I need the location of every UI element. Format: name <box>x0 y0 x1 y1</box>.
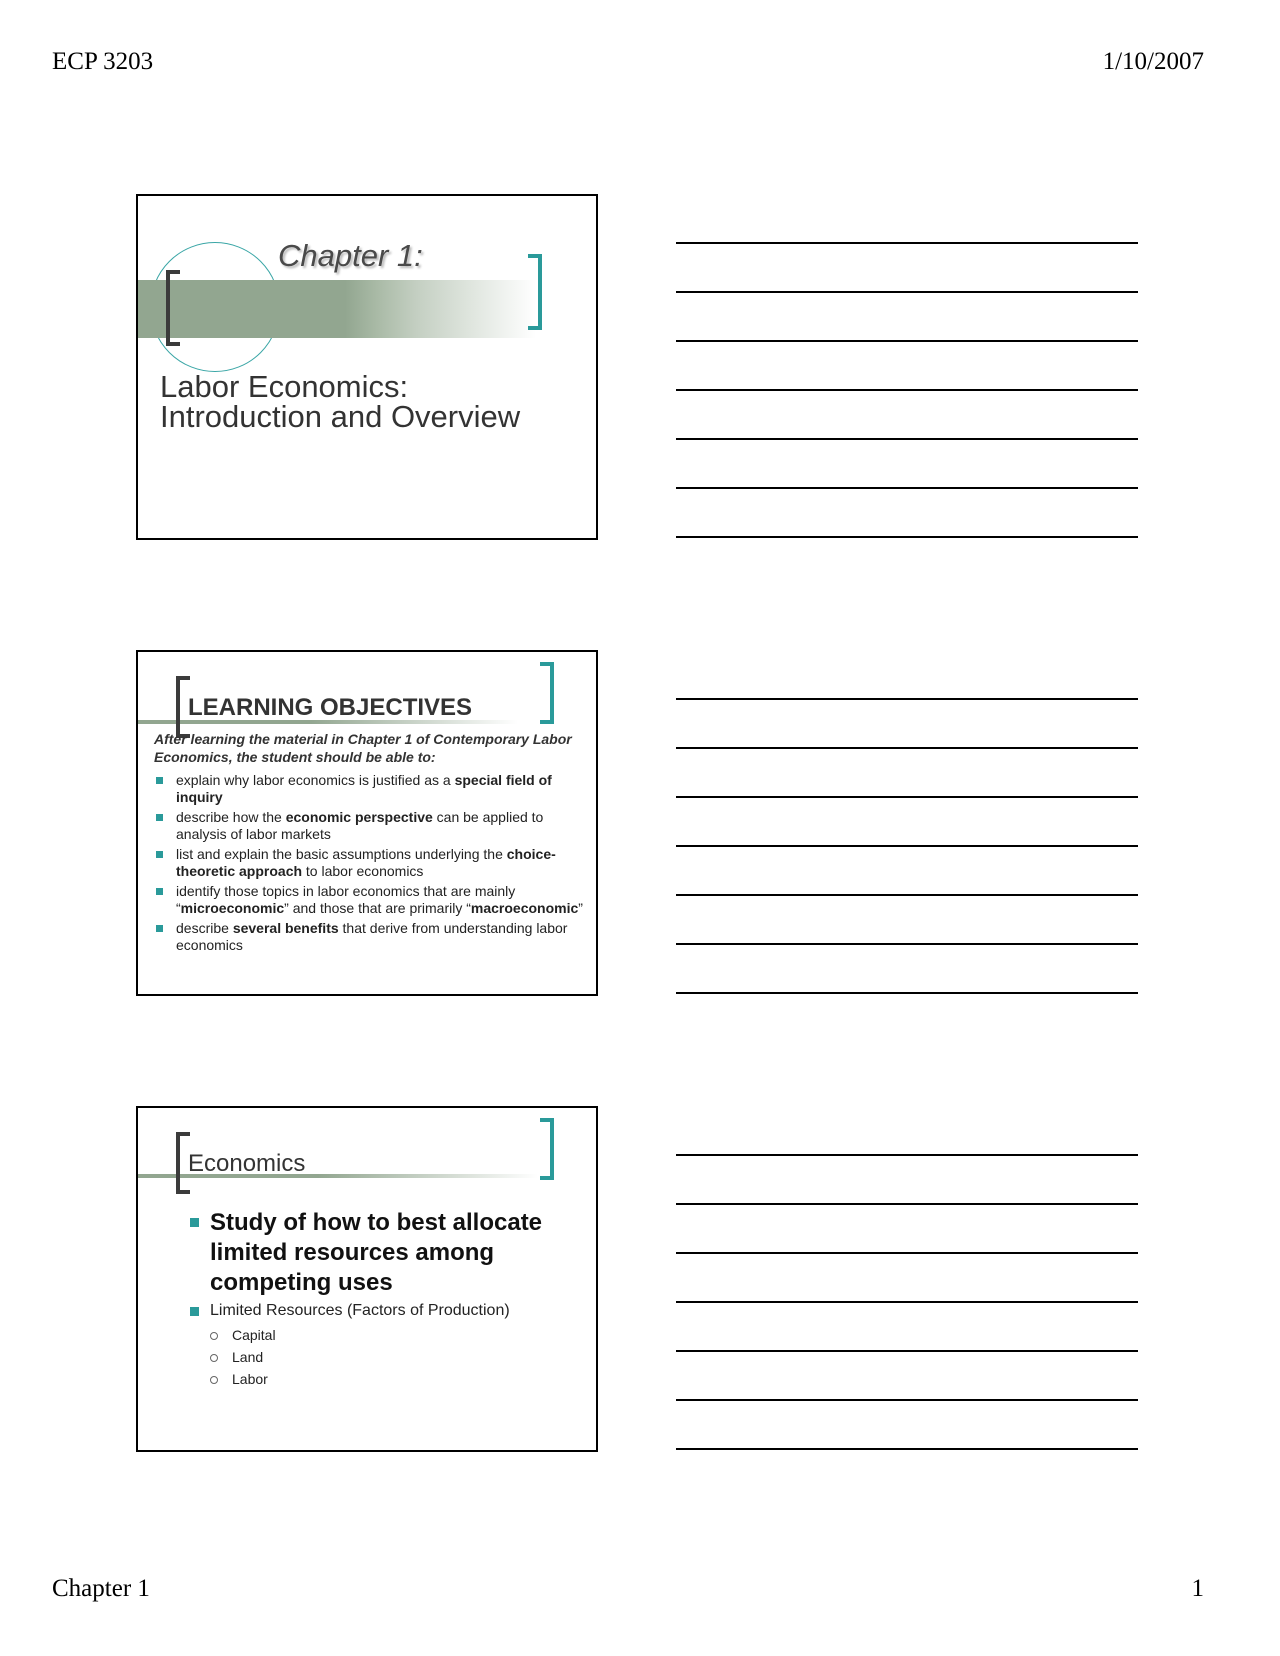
course-code: ECP 3203 <box>52 48 154 75</box>
circle-bullet-icon <box>210 1332 218 1340</box>
note-line <box>676 1350 1138 1352</box>
objectives-list <box>154 772 584 957</box>
footer-chapter: Chapter 1 <box>52 1575 150 1602</box>
note-line <box>676 536 1138 538</box>
note-line <box>676 291 1138 293</box>
right-bracket-icon <box>528 254 542 330</box>
decorative-gradient-bar <box>138 280 536 338</box>
date: 1/10/2007 <box>1102 48 1204 75</box>
note-line <box>676 242 1138 244</box>
note-line <box>676 894 1138 896</box>
page-number: 1 <box>1191 1575 1204 1602</box>
list-item: Labor <box>210 1368 580 1390</box>
square-bullet-icon <box>156 777 163 784</box>
note-line <box>676 1154 1138 1156</box>
square-bullet-icon <box>156 888 163 895</box>
slide-1-chapter: Chapter 1: <box>278 238 423 273</box>
note-line <box>676 1301 1138 1303</box>
list-item: Land <box>210 1346 580 1368</box>
slide-3 <box>136 1106 598 1452</box>
note-line <box>676 698 1138 700</box>
note-line <box>676 1448 1138 1450</box>
list-item: Capital <box>210 1324 580 1346</box>
note-lines-1 <box>676 242 1138 585</box>
slide-1-title <box>160 369 521 434</box>
list-item: describe how the economic perspective can be applied to analysis of labor markets <box>154 809 584 842</box>
slide-1-title-line-1: Labor Economics: <box>160 369 409 404</box>
list-item: identify those topics in labor economics that are mainly “microeconomic” and those that are primarily “macroeconomic” <box>154 883 584 916</box>
note-line <box>676 943 1138 945</box>
note-line <box>676 487 1138 489</box>
resources-list <box>210 1324 580 1390</box>
list-item: explain why labor economics is justified as a special field of inquiry <box>154 772 584 805</box>
square-bullet-icon <box>156 925 163 932</box>
note-line <box>676 747 1138 749</box>
note-line <box>676 1203 1138 1205</box>
circle-bullet-icon <box>210 1354 218 1362</box>
note-line <box>676 438 1138 440</box>
slide-1 <box>136 194 598 540</box>
square-bullet-icon <box>190 1218 199 1227</box>
note-line <box>676 845 1138 847</box>
square-bullet-icon <box>190 1307 199 1316</box>
note-lines-3 <box>676 1154 1138 1497</box>
note-line <box>676 796 1138 798</box>
slide-2 <box>136 650 598 996</box>
note-line <box>676 1252 1138 1254</box>
right-bracket-icon <box>540 1118 554 1180</box>
note-line <box>676 340 1138 342</box>
left-bracket-icon <box>166 270 180 346</box>
sub-point: Limited Resources (Factors of Production) <box>190 1302 580 1320</box>
note-lines-2 <box>676 698 1138 1041</box>
slide-3-content <box>190 1208 580 1390</box>
slide-2-intro: After learning the material in Chapter 1 of Contemporary Labor Economics, the student should be able to: <box>154 731 572 765</box>
square-bullet-icon <box>156 814 163 821</box>
main-point: Study of how to best allocate limited resources among competing uses <box>190 1208 580 1298</box>
list-item: describe several benefits that derive from understanding labor economics <box>154 920 584 953</box>
square-bullet-icon <box>156 851 163 858</box>
slide-1-title-line-2: Introduction and Overview <box>160 399 521 434</box>
slide-3-title: Economics <box>188 1150 306 1177</box>
note-line <box>676 389 1138 391</box>
note-line <box>676 1399 1138 1401</box>
right-bracket-icon <box>540 662 554 724</box>
slide-2-title: LEARNING OBJECTIVES <box>188 694 473 721</box>
note-line <box>676 992 1138 994</box>
list-item: list and explain the basic assumptions underlying the choice-theoretic approach to labor economics <box>154 846 584 879</box>
circle-bullet-icon <box>210 1376 218 1384</box>
